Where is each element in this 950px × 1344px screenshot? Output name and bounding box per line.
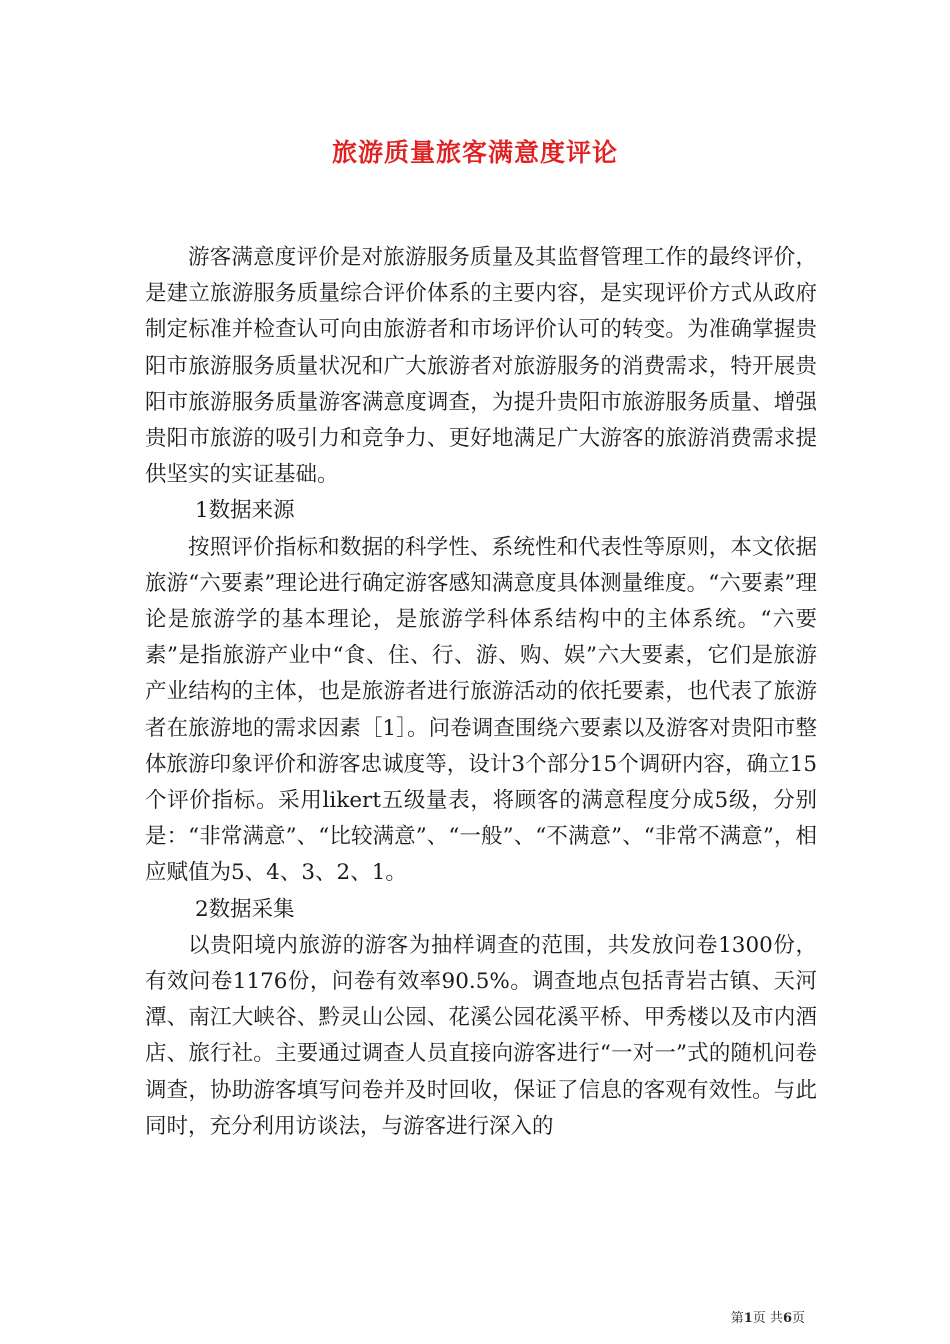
document-body — [145, 240, 817, 1145]
footer-middle: 页 共 — [752, 1311, 783, 1326]
page-footer — [731, 1307, 805, 1326]
paragraph-intro: 游客满意度评价是对旅游服务质量及其监督管理工作的最终评价，是建立旅游服务质量综合评价体系的主要内容，是实现评价方式从政府制定标准并检查认可向由旅游者和市场评价认可的转变。为准确掌握贵阳市旅游服务质量状况和广大旅游者对旅游服务的消费需求，特开展贵阳市旅游服务质量游客满意度调查，为提升贵阳市旅游服务质量、增强贵阳市旅游的吸引力和竞争力、更好地满足广大游客的旅游消费需求提供坚实的实证基础。 — [145, 245, 817, 488]
footer-current-page: 1 — [743, 1311, 753, 1326]
footer-prefix: 第 — [730, 1311, 744, 1326]
paragraph-data-collection: 以贵阳境内旅游的游客为抽样调查的范围，共发放问卷1300份，有效问卷1176份，问卷有效率90.5%。调查地点包括青岩古镇、天河潭、南江大峡谷、黔灵山公园、花溪公园花溪平桥、甲秀楼以及市内酒店、旅行社。主要通过调查人员直接向游客进行“一对一”式的随机问卷调查，协助游客填写问卷并及时回收，保证了信息的客观有效性。与此同时，充分利用访谈法，与游客进行深入的 — [145, 932, 817, 1139]
section-heading-data-collection: 2数据采集 — [195, 896, 295, 922]
section-heading-data-source: 1数据来源 — [195, 498, 295, 524]
footer-suffix: 页 — [791, 1311, 805, 1326]
footer-total-pages: 6 — [782, 1311, 792, 1326]
paragraph-data-source: 按照评价指标和数据的科学性、系统性和代表性等原则，本文依据旅游“六要素”理论进行确定游客感知满意度具体测量维度。“六要素”理论是旅游学的基本理论，是旅游学科体系结构中的主体系统。“六要素”是指旅游产业中“食、住、行、游、购、娱”六大要素，它们是旅游产业结构的主体，也是旅游者进行旅游活动的依托要素，也代表了旅游者在旅游地的需求因素［1］。问卷调查围绕六要素以及游客对贵阳市整体旅游印象评价和游客忠诚度等，设计3个部分15个调研内容，确立15个评价指标。采用likert五级量表，将顾客的满意程度分成5级，分别是：“非常满意”、“比较满意”、“一般”、“不满意”、“非常不满意”，相应赋值为5、4、3、2、1。 — [145, 534, 817, 886]
document-title: 旅游质量旅客满意度评论 — [331, 138, 618, 167]
